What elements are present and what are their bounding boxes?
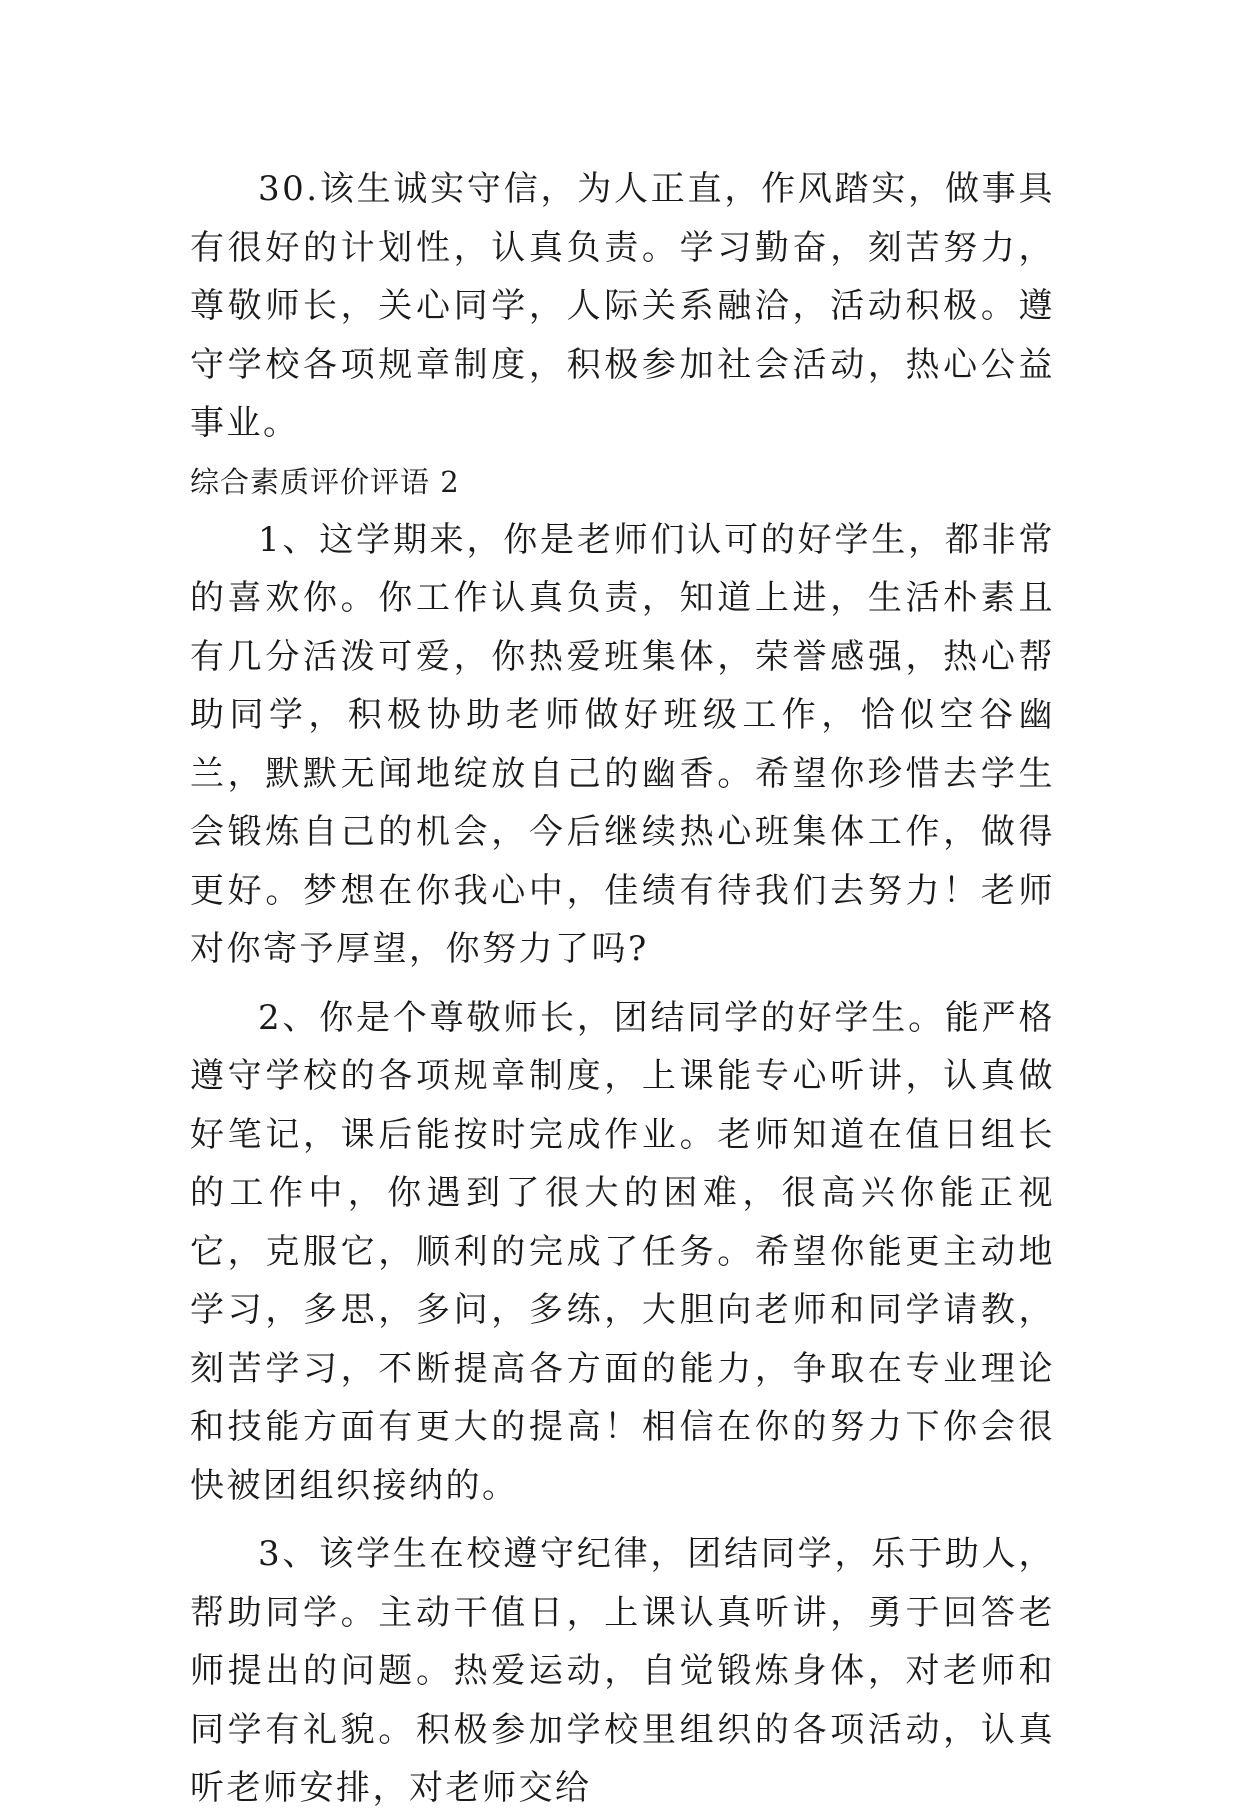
- section-heading: 综合素质评价评语 2: [190, 464, 460, 499]
- paragraph-2: 2、你是个尊敬师长，团结同学的好学生。能严格遵守学校的各项规章制度，上课能专心听讲，认真做好笔记，课后能按时完成作业。老师知道在值日组长的工作中，你遇到了很大的困难，很高兴你能正视它，克服它，顺利的完成了任务。希望你能更主动地学习，多思，多问，多练，大胆向老师和同学请教，刻苦学习，不断提高各方面的能力，争取在专业理论和技能方面有更大的提高！相信在你的努力下你会很快被团组织接纳的。: [190, 997, 1055, 1506]
- paragraph-3: 3、该学生在校遵守纪律，团结同学，乐于助人，帮助同学。主动干值日，上课认真听讲，勇于回答老师提出的问题。热爱运动，自觉锻炼身体，对老师和同学有礼貌。积极参加学校里组织的各项活动，认真听老师安排，对老师交给: [190, 1534, 1055, 1808]
- paragraph-30: 30.该生诚实守信，为人正直，作风踏实，做事具有很好的计划性，认真负责。学习勤奋，刻苦努力，尊敬师长，关心同学，人际关系融洽，活动积极。遵守学校各项规章制度，积极参加社会活动，热心公益事业。: [190, 169, 1055, 443]
- document-page: [190, 160, 1055, 1818]
- paragraph-1: 1、这学期来，你是老师们认可的好学生，都非常的喜欢你。你工作认真负责，知道上进，生活朴素且有几分活泼可爱，你热爱班集体，荣誉感强，热心帮助同学，积极协助老师做好班级工作，恰似空谷幽兰，默默无闻地绽放自己的幽香。希望你珍惜去学生会锻炼自己的机会，今后继续热心班集体工作，做得更好。梦想在你我心中，佳绩有待我们去努力！老师对你寄予厚望，你努力了吗?: [190, 519, 1055, 969]
